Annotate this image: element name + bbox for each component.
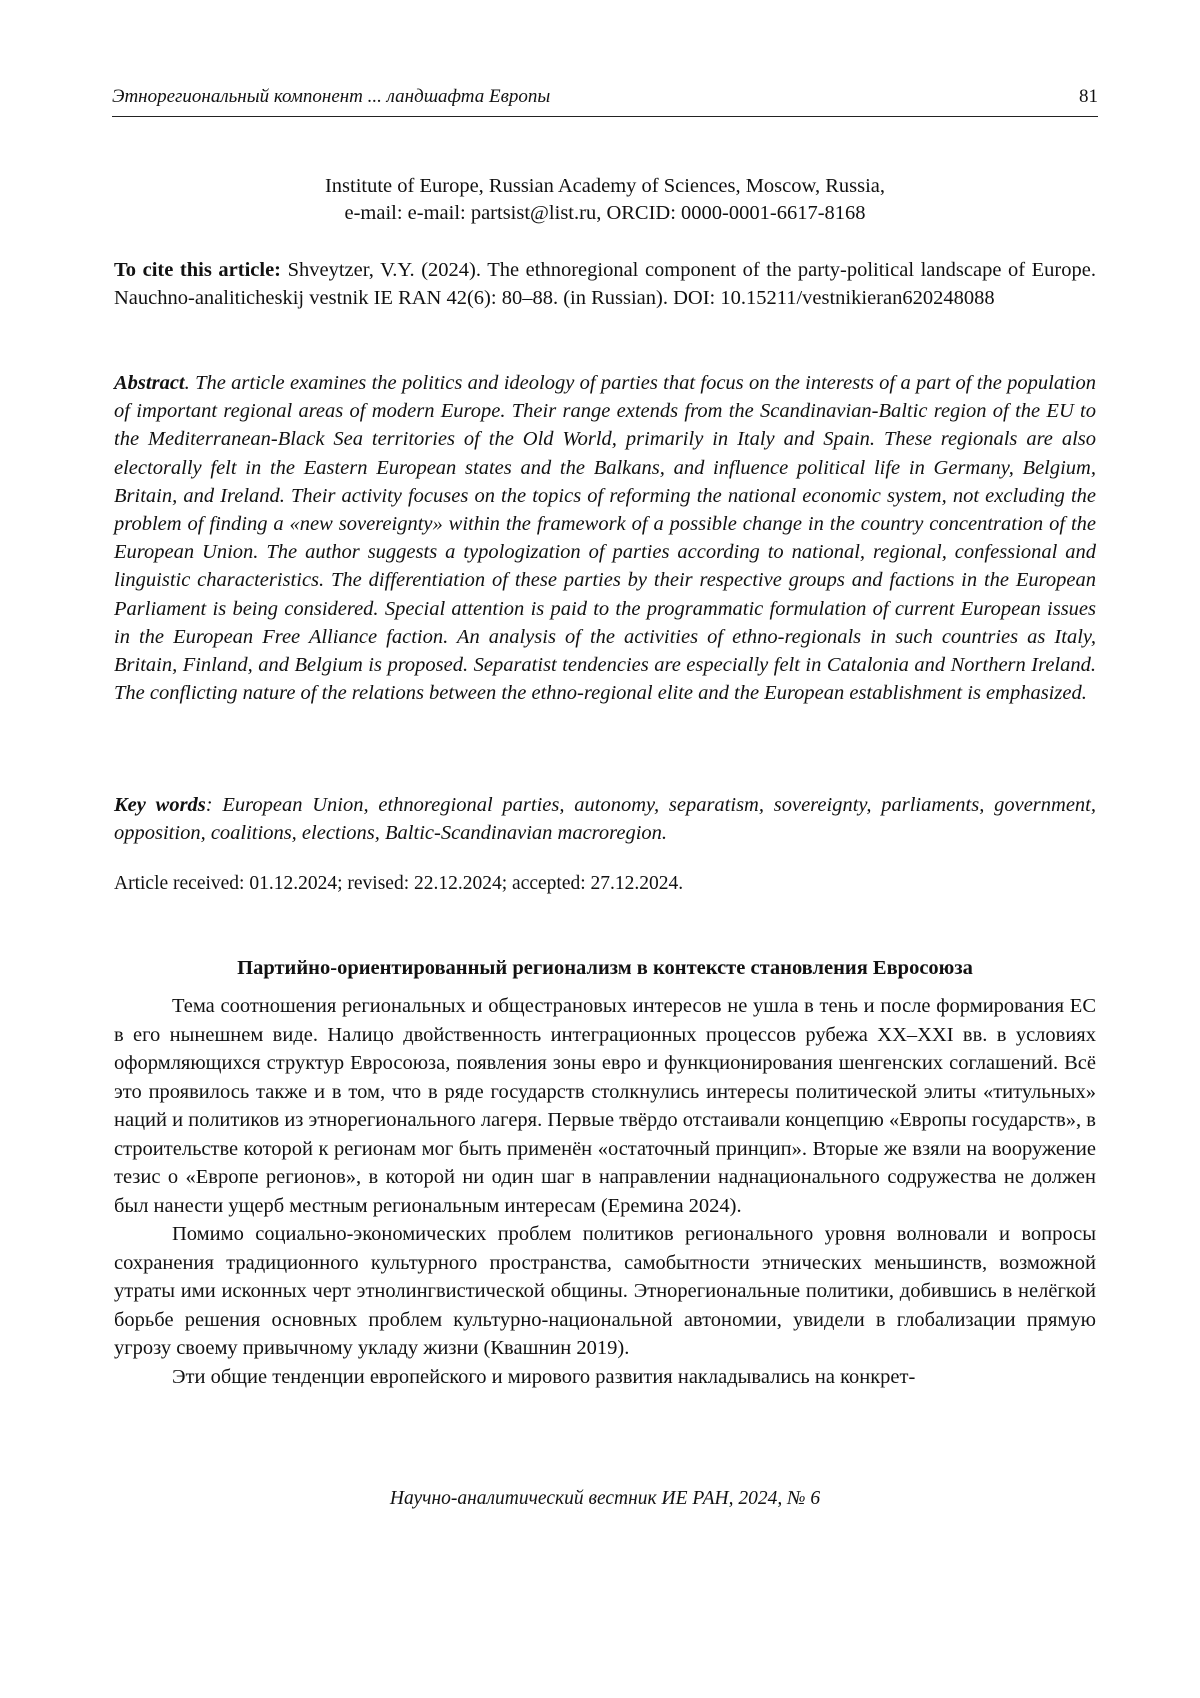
citation [114,256,1096,312]
keywords-label: Key words [114,794,206,816]
citation-text: Shveytzer, V.Y. (2024). The ethnoregional component of the party-political landscape of Europe. Nauchno-analiticheskij vestnik IE RAN 42(6): 80–88. (in Russian). DOI: 10.15211/vestnikieran620248088 [114,259,1096,309]
affiliation-institution: Institute of Europe, Russian Academy of Sciences, Moscow, Russia, [324,175,886,197]
affiliation-contacts: e-mail: e-mail: partsist@list.ru, ORCID: 0000-0001-6617-8168 [344,202,866,224]
abstract-text: . The article examines the politics and ideology of parties that focus on the interests of a part of the population of important regional areas of modern Europe. Their range extends from the Scandinavian-Baltic region of the EU to the Mediterranean-Black Sea territories of the Old World, primarily in Italy and Spain. These regionals are also electorally felt in the Eastern European states and the Balkans, and influence political life in Germany, Belgium, Britain, and Ireland. Their activity focuses on the topics of reforming the national economic system, not excluding the problem of finding a «new sovereignty» within the framework of a possible change in the country concentration of the European Union. The author suggests a typologization of parties according to national, regional, confessional and linguistic characteristics. The differentiation of these parties by their respective groups and factions in the European Parliament is being considered. Special attention is paid to the programmatic formulation of current European issues in the European Free Alliance faction. An analysis of the activities of ethno-regionals in such countries as Italy, Britain, Finland, and Belgium is proposed. Separatist tendencies are especially felt in Catalonia and Northern Ireland. The conflicting nature of the relations between the ethno-regional elite and the European establishment is emphasized. [114,372,1096,705]
keywords-text: : European Union, ethnoregional parties, autonomy, separatism, sovereignty, parliaments, government, opposition, coalitions, elections, Baltic-Scandinavian macroregion. [114,794,1096,845]
keywords [114,791,1096,847]
abstract-label: Abstract [114,372,185,394]
running-head [112,86,1098,117]
section-title: Партийно-ориентированный регионализм в контексте становления Евросоюза [237,957,973,979]
article-dates: Article received: 01.12.2024; revised: 22.12.2024; accepted: 27.12.2024. [114,873,684,894]
body-paragraph: Помимо социально-экономических проблем политиков регионального уровня волновали и вопросы сохранения традиционного культурного пространства, самобытности этнических меньшинств, возможной утраты ими исконных черт этнолингвистической общины. Этнорегиональные политики, добившись в нелёгкой борьбе решения основных проблем культурно-национальной автономии, увидели в глобализации прямую угрозу своему привычному укладу жизни (Квашнин 2019). [114,1223,1096,1359]
running-title: Этнорегиональный компонент ... ландшафта Европы [112,86,551,107]
section-body [114,992,1096,1391]
citation-label: To cite this article: [114,259,281,281]
abstract [114,369,1096,707]
body-paragraph: Тема соотношения региональных и общестрановых интересов не ушла в тень и после формирования ЕС в его нынешнем виде. Налицо двойственность интеграционных процессов рубежа XX–XXI вв. в условиях оформляющихся структур Евросоюза, появления зоны евро и функционирования шенгенских соглашений. Всё это проявилось также и в том, что в ряде государств столкнулись интересы политической элиты «титульных» наций и политиков из этнорегионального лагеря. Первые твёрдо отстаивали концепцию «Европы государств», в строительстве которой к регионам мог быть применён «остаточный принцип». Вторые же взяли на вооружение тезис о «Европе регионов», в которой ни один шаг в направлении наднационального содружества не должен был нанести ущерб местным региональным интересам (Еремина 2024). [114,995,1096,1217]
page-number: 81 [1079,86,1098,107]
journal-footer: Научно-аналитический вестник ИЕ РАН, 2024, № 6 [389,1488,821,1509]
author-affiliation [112,173,1098,227]
body-paragraph: Эти общие тенденции европейского и мирового развития накладывались на конкрет- [172,1365,916,1388]
